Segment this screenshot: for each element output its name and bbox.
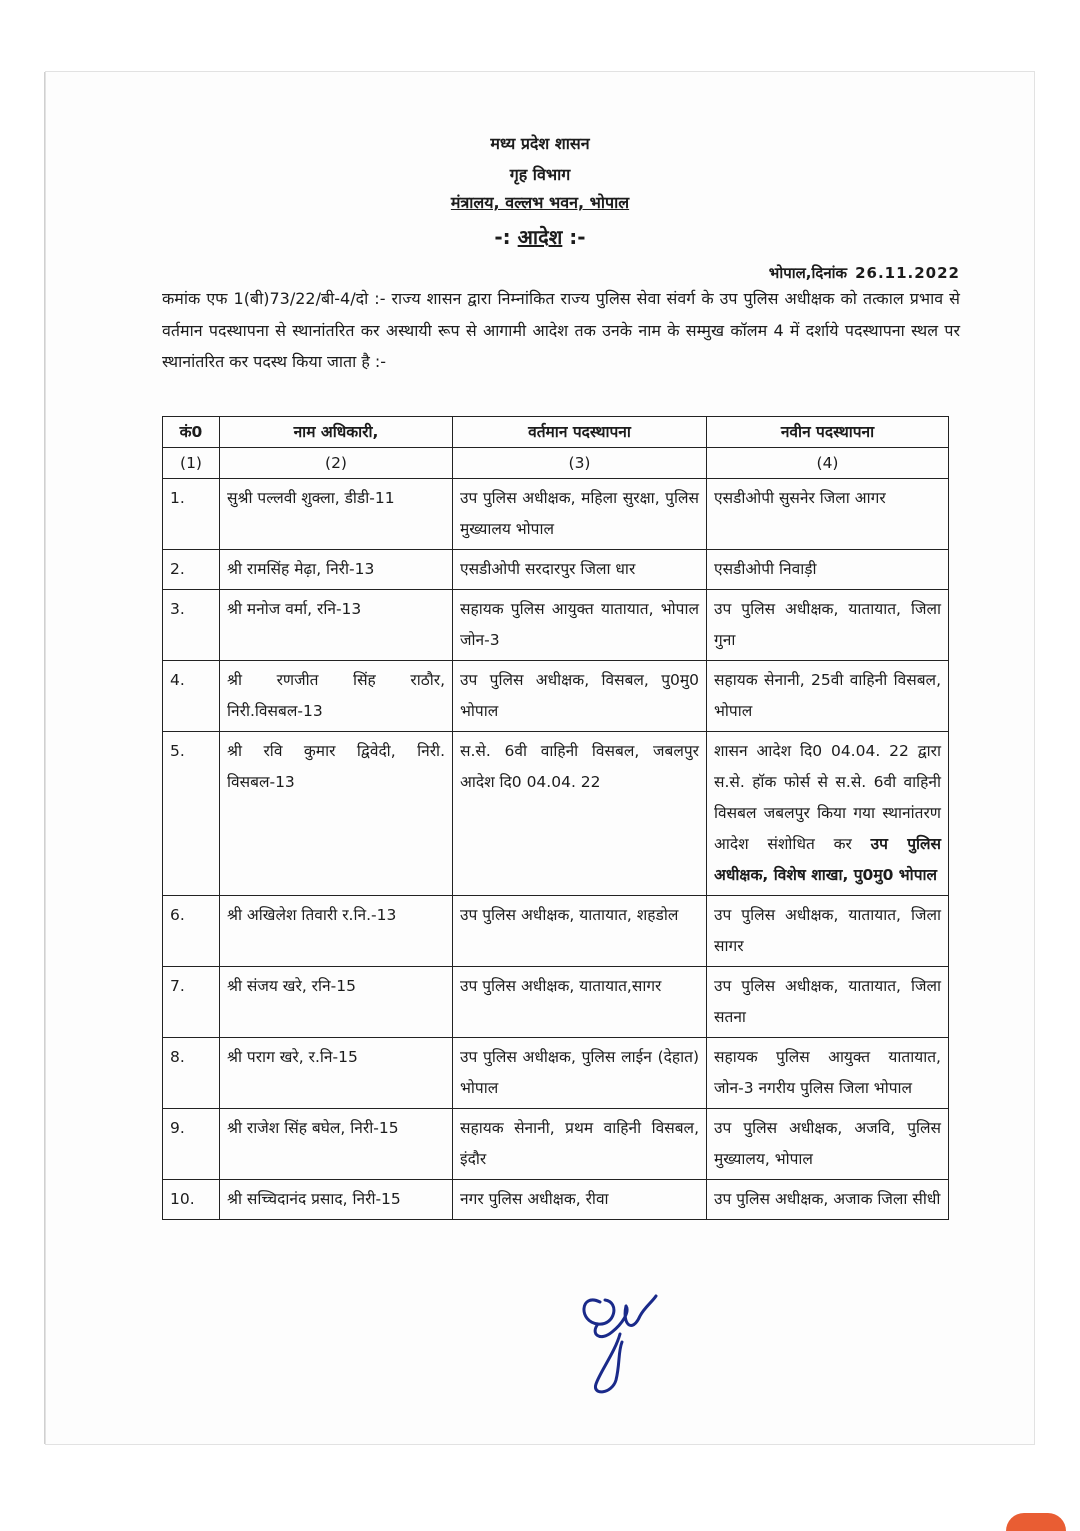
table-header-row xyxy=(163,417,949,448)
title-prefix: -: xyxy=(494,225,511,249)
row-current-posting: उप पुलिस अधीक्षक, महिला सुरक्षा, पुलिस मुख्यालय भोपाल xyxy=(453,479,707,550)
row-new-posting: उप पुलिस अधीक्षक, अजवि, पुलिस मुख्यालय, भोपाल xyxy=(707,1109,949,1180)
table-row xyxy=(163,1109,949,1180)
table-row xyxy=(163,732,949,896)
row-current-posting: उप पुलिस अधीक्षक, यातायात,सागर xyxy=(453,967,707,1038)
col-header-sn: कं0 xyxy=(163,417,220,448)
table-row xyxy=(163,896,949,967)
col-number: (2) xyxy=(220,448,453,479)
row-name: श्री पराग खरे, र.नि-15 xyxy=(220,1038,453,1109)
row-name: श्री सच्चिदानंद प्रसाद, निरी-15 xyxy=(220,1180,453,1220)
row-new-posting xyxy=(707,732,949,896)
row-sn: 3. xyxy=(163,590,220,661)
new-posting-bold: उप पुलिस अधीक्षक, विशेष शाखा, पु0मु0 भोपाल xyxy=(714,835,941,884)
table-row xyxy=(163,479,949,550)
row-name: श्री रामसिंह मेढ़ा, निरी-13 xyxy=(220,550,453,590)
row-current-posting: उप पुलिस अधीक्षक, विसबल, पु0मु0 भोपाल xyxy=(453,661,707,732)
header-state: मध्य प्रदेश शासन xyxy=(490,134,590,153)
table-row xyxy=(163,661,949,732)
row-name: श्री संजय खरे, रनि-15 xyxy=(220,967,453,1038)
title-suffix: :- xyxy=(569,225,586,249)
order-date xyxy=(769,263,960,283)
row-current-posting: सहायक सेनानी, प्रथम वाहिनी विसबल, इंदौर xyxy=(453,1109,707,1180)
table-row xyxy=(163,590,949,661)
row-new-posting: एसडीओपी निवाड़ी xyxy=(707,550,949,590)
table-row xyxy=(163,967,949,1038)
row-name: श्री रणजीत सिंह राठौर, निरी.विसबल-13 xyxy=(220,661,453,732)
row-new-posting: उप पुलिस अधीक्षक, यातायात, जिला सागर xyxy=(707,896,949,967)
header-department: गृह विभाग xyxy=(509,165,571,184)
transfer-table xyxy=(162,416,949,1220)
row-current-posting: सहायक पुलिस आयुक्त यातायात, भोपाल जोन-3 xyxy=(453,590,707,661)
col-header-new: नवीन पदस्थापना xyxy=(707,417,949,448)
date-value: 26.11.2022 xyxy=(855,264,960,282)
row-new-posting: उप पुलिस अधीक्षक, यातायात, जिला सतना xyxy=(707,967,949,1038)
row-current-posting: एसडीओपी सरदारपुर जिला धार xyxy=(453,550,707,590)
row-sn: 9. xyxy=(163,1109,220,1180)
col-number: (3) xyxy=(453,448,707,479)
col-number: (1) xyxy=(163,448,220,479)
table-number-row xyxy=(163,448,949,479)
row-sn: 7. xyxy=(163,967,220,1038)
row-new-posting: एसडीओपी सुसनेर जिला आगर xyxy=(707,479,949,550)
row-sn: 4. xyxy=(163,661,220,732)
row-new-posting: सहायक सेनानी, 25वी वाहिनी विसबल, भोपाल xyxy=(707,661,949,732)
col-header-name: नाम अधिकारी, xyxy=(220,417,453,448)
col-header-current: वर्तमान पदस्थापना xyxy=(453,417,707,448)
row-name: श्री राजेश सिंह बघेल, निरी-15 xyxy=(220,1109,453,1180)
order-paragraph: कमांक एफ 1(बी)73/22/बी-4/दो :- राज्य शासन द्वारा निम्नांकित राज्य पुलिस सेवा संवर्ग के उप पुलिस अधीक्षक को तत्काल प्रभाव से वर्तमान पदस्थापना से स्थानांतरित कर अस्थायी रूप से आगामी आदेश तक उनके नाम के सम्मुख कॉलम 4 में दर्शाये पदस्थापना स्थल पर स्थानांतरित कर पदस्थ किया जाता है :- xyxy=(162,289,960,371)
row-sn: 6. xyxy=(163,896,220,967)
row-sn: 1. xyxy=(163,479,220,550)
title-text: आदेश xyxy=(517,225,563,249)
row-name: श्री अखिलेश तिवारी र.नि.-13 xyxy=(220,896,453,967)
row-sn: 10. xyxy=(163,1180,220,1220)
signature-mark xyxy=(560,1272,670,1402)
row-name: सुश्री पल्लवी शुक्ला, डीडी-11 xyxy=(220,479,453,550)
date-label: भोपाल,दिनांक xyxy=(768,264,848,282)
col-number: (4) xyxy=(707,448,949,479)
row-sn: 2. xyxy=(163,550,220,590)
table-row xyxy=(163,1180,949,1220)
header-address: मंत्रालय, वल्लभ भवन, भोपाल xyxy=(450,193,630,212)
row-new-posting: उप पुलिस अधीक्षक, यातायात, जिला गुना xyxy=(707,590,949,661)
row-sn: 5. xyxy=(163,732,220,896)
corner-accent xyxy=(1006,1513,1066,1531)
order-title xyxy=(0,223,1080,250)
row-sn: 8. xyxy=(163,1038,220,1109)
row-current-posting: उप पुलिस अधीक्षक, पुलिस लाईन (देहात) भोपाल xyxy=(453,1038,707,1109)
row-current-posting: उप पुलिस अधीक्षक, यातायात, शहडोल xyxy=(453,896,707,967)
row-name: श्री रवि कुमार द्विवेदी, निरी. विसबल-13 xyxy=(220,732,453,896)
row-name: श्री मनोज वर्मा, रनि-13 xyxy=(220,590,453,661)
row-new-posting: उप पुलिस अधीक्षक, अजाक जिला सीधी xyxy=(707,1180,949,1220)
row-current-posting: नगर पुलिस अधीक्षक, रीवा xyxy=(453,1180,707,1220)
row-new-posting: सहायक पुलिस आयुक्त यातायात, जोन-3 नगरीय पुलिस जिला भोपाल xyxy=(707,1038,949,1109)
table-row xyxy=(163,1038,949,1109)
new-posting-text: शासन आदेश दि0 04.04. 22 द्वारा स.से. हॉक फोर्स से स.से. 6वी वाहिनी विसबल जबलपुर किया गया स्थानांतरण आदेश संशोधित कर xyxy=(714,742,941,853)
row-current-posting: स.से. 6वी वाहिनी विसबल, जबलपुर आदेश दि0 04.04. 22 xyxy=(453,732,707,896)
table-row xyxy=(163,550,949,590)
